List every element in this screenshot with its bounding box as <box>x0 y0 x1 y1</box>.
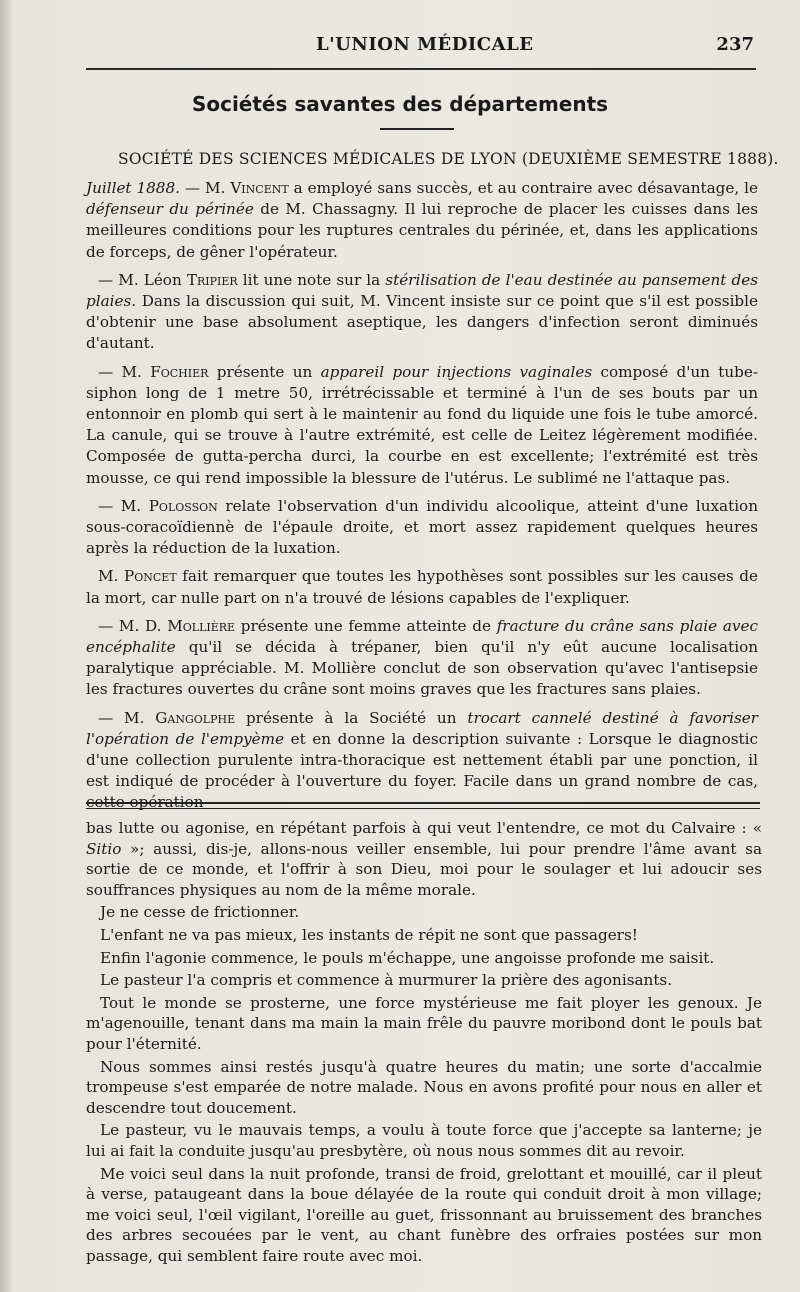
device-name: défenseur du périnée <box>86 200 254 219</box>
paragraph-poncet <box>86 566 758 608</box>
author-name: Tripier <box>186 270 238 289</box>
text-run: et en donne la description suivante : Lorsque le diagnostic d'une collection purulente intra-thoracique est nettement établi par une ponction, il est indiqué de procéder à l'ouverture du foyer. Facile dans un grand nombre de cas, cette opération <box>86 729 758 812</box>
section-title: Sociétés savantes des départements <box>191 92 609 116</box>
author-name: Poncet <box>124 567 177 586</box>
paragraph: Nous sommes ainsi restés jusqu'à quatre heures du matin; une sorte d'accalmie trompeuse s'est emparée de notre malade. Nous en avons profité pour nous en aller et descendre tout doucement. <box>86 1057 762 1117</box>
paragraph-vincent <box>86 178 758 263</box>
text-run: relate l'observation d'un individu alcoolique, atteint d'une luxation sous-coracoïdiennè de l'épaule droite, et mort assez rapidement quelques heures après la réduction de la luxation. <box>86 496 758 558</box>
text-run: — M. D. <box>98 616 168 635</box>
text-run: présente une femme atteinte de <box>235 616 497 635</box>
topic-name: stérilisation de l'eau destinée au pansement des plaies. <box>86 270 758 311</box>
text-run: — M. <box>98 496 149 515</box>
author-name: Vincent <box>230 179 289 197</box>
paragraph-molliere <box>86 616 758 701</box>
society-heading: SOCIÉTÉ DES SCIENCES MÉDICALES DE LYON (DEUXIÈME SEMESTRE 1888). <box>118 150 779 168</box>
text-run: qu'il se décida à trépaner, bien qu'il n'y eût aucune localisation paralytique appréciable. M. Mollière conclut de son observation qu'avec l'antisepsie les fractures ouvertes du crâne sont moins graves que les fractures sans plaies. <box>86 638 758 699</box>
text-run: M. <box>98 567 125 586</box>
paragraph: Me voici seul dans la nuit profonde, transi de froid, grelottant et mouillé, car il pleut à verse, pataugeant dans la boue délayée de la route qui conduit droit à mon village; me voici seul, l'œil vigilant, l'oreille au guet, frissonnant au bruissement des branches des arbres secouées par le vent, au chant funèbre des orfraies postées sur mon passage, qui semblent faire route avec moi. <box>86 1164 762 1265</box>
text-run: — M. <box>179 179 231 197</box>
feuilleton-text <box>86 818 762 1268</box>
paragraph: Le pasteur, vu le mauvais temps, a voulu à toute force que j'accepte sa lanterne; je lui ai fait la conduite jusqu'au presbytère, où nous nous sommes dit au revoir. <box>86 1121 762 1160</box>
text-run: — M. <box>98 362 151 381</box>
sitio-word: Sitio <box>86 839 122 858</box>
text-run: présente un <box>208 362 321 381</box>
device-name: trocart cannelé destiné à favoriser l'opération de l'empyème <box>86 708 758 748</box>
paragraph: L'enfant ne va pas mieux, les instants de répit ne sont que passagers! <box>100 925 638 944</box>
text-run: »; aussi, dis-je, allons-nous veiller ensemble, lui pour prendre l'âme avant sa sortie de ce monde, et l'offrir à son Dieu, moi pour le soulager et lui adoucir ses souffrances physiques au nom de la même morale. <box>86 839 762 899</box>
page-header <box>86 34 760 60</box>
text-run: présente à la Société un <box>235 708 468 727</box>
author-name: Mollière <box>167 616 236 635</box>
date-label: Juillet 1888. <box>86 179 180 197</box>
text-run: Dans la discussion qui suit, M. Vincent insiste sur ce point que s'il est possible d'obtenir une base absolument aseptique, les dangers d'infection seront diminués d'autant. <box>86 292 758 353</box>
paragraph-polosson <box>86 496 758 560</box>
author-name: Polosson <box>148 496 218 515</box>
upper-article <box>86 178 758 821</box>
title-rule <box>380 128 454 130</box>
text-run: a employé sans succès, et au contraire avec désavantage, le <box>288 179 758 197</box>
feuilleton-separator-thin <box>86 808 760 809</box>
text-run: fait remarquer que toutes les hypothèses sont possibles sur les causes de la mort, car nulle part on n'a trouvé de lésions capables de l'expliquer. <box>86 567 758 607</box>
paragraph-sitio <box>86 818 762 900</box>
text-run: composé d'un tube-siphon long de 1 metre 50, irrétrécissable et terminé à l'un de ses bouts par un entonnoir en plomb qui sert à le maintenir au fond du liquide une fois le tube amorcé. La canule, qui se trouve à l'autre extrémité, est celle de Leitez légèrement modifiée. Composée de gutta-percha durci, la courbe en est excellente; l'extrémité est très mousse, ce qui rend impossible la blessure de l'utérus. Le sublimé ne l'attaque pas. <box>86 362 759 487</box>
text-run: bas lutte ou agonise, en répétant parfois à qui veut l'entendre, ce mot du Calvaire : « <box>86 819 762 837</box>
author-name: Gangolphe <box>155 708 236 727</box>
paragraph: Le pasteur l'a compris et commence à murmurer la prière des agonisants. <box>100 971 673 990</box>
feuilleton-separator <box>86 802 760 804</box>
author-name: Fochier <box>150 362 209 381</box>
running-title: L'UNION MÉDICALE <box>316 34 534 55</box>
paragraph: Je ne cesse de frictionner. <box>100 903 300 922</box>
text-run: — M. <box>98 708 156 727</box>
text-run: — M. Léon <box>98 270 187 289</box>
text-run: de M. Chassagny. Il lui reproche de placer les cuisses dans les meilleures conditions pour les ruptures centrales du périnée, et, dans les applications de forceps, de gêner l'opérateur. <box>86 200 758 261</box>
paragraph-fochier <box>86 362 758 489</box>
page-number: 237 <box>716 34 754 55</box>
paragraph-gangolphe <box>86 708 758 814</box>
paragraph: Enfin l'agonie commence, le pouls m'échappe, une angoisse profonde me saisit. <box>100 948 715 967</box>
topic-name: fracture du crâne sans plaie avec encéphalite <box>86 616 759 657</box>
device-name: appareil pour injections vaginales <box>320 362 593 381</box>
header-rule <box>86 68 756 70</box>
paragraph-tripier <box>86 270 758 355</box>
text-run: lit une note sur la <box>237 270 386 289</box>
paragraph: Tout le monde se prosterne, une force mystérieuse me fait ployer les genoux. Je m'agenouille, tenant dans ma main la main frêle du pauvre moribond dont le pouls bat pour l'éternité. <box>86 993 762 1053</box>
